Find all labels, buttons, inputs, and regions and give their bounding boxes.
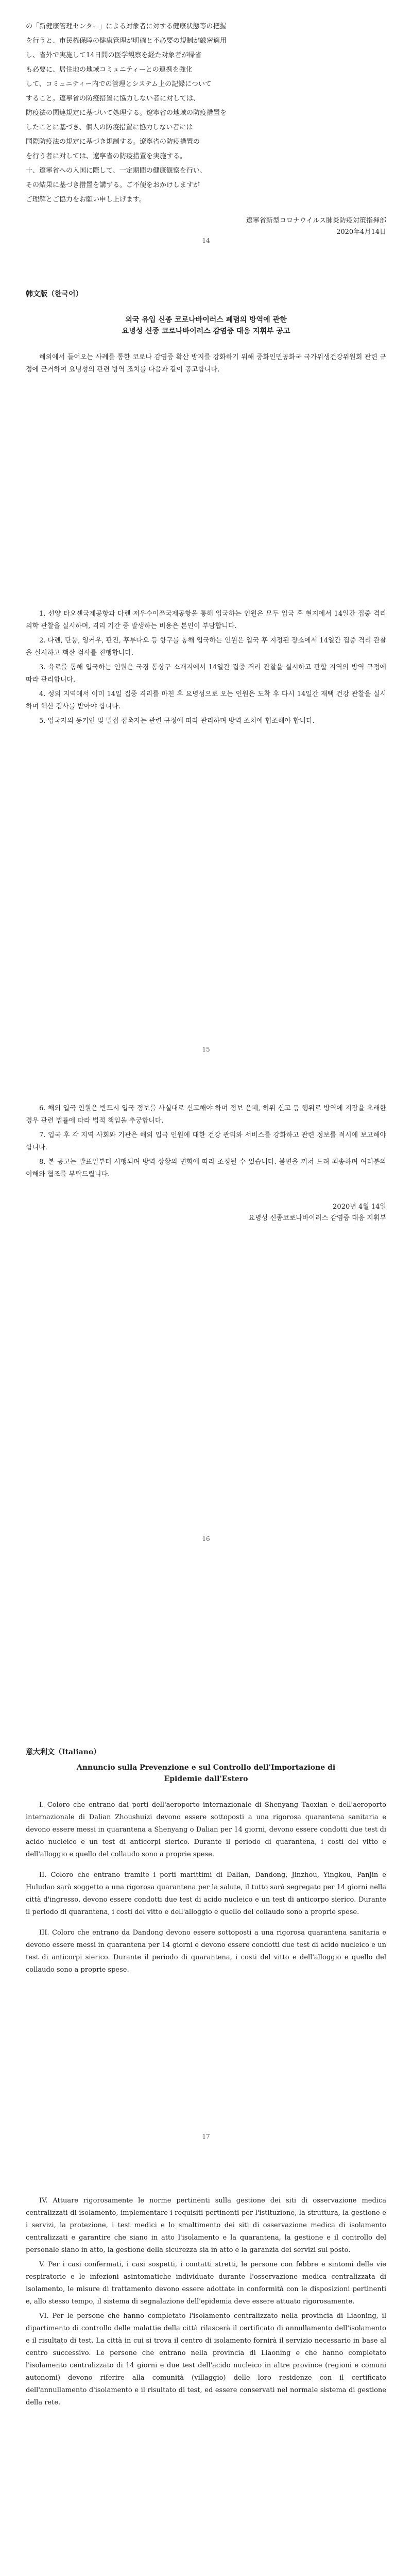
japanese-line: 防疫法の関連規定に基づいて処理する。遼寧省の地域の防疫措置を bbox=[26, 109, 227, 117]
korean-heading: 韩文版（한국어） bbox=[26, 290, 83, 298]
japanese-line: も必要に、居住地の地域コミュニティーとの連携を強化 bbox=[26, 66, 193, 74]
italian-para-3: III. Coloro che entrano da Dandong devono essere sottoposti a una rigorosa quarantena sanitaria e devono essere messi in quarantena per 14 giorni e devono essere condotti due test di acido nucleico e un test di anticorpi sierico. Durante il periodo di quarantena, i costi del vitto e dell'alloggio e quello del collaudo sono a proprie spese. bbox=[26, 1929, 386, 1974]
korean-item-5: 5. 입국자의 동거인 및 밀접 접촉자는 관련 규정에 따라 관리하며 방역 조치에 협조해야 합니다. bbox=[39, 717, 315, 725]
japanese-line: の「新健康管理センター」による対象者に対する健康状態等の把握 bbox=[26, 23, 227, 30]
korean-item-3: 3. 육로를 통해 입국하는 인원은 국경 통상구 소재지에서 14일간 집중 격리 관찰을 실시하고 관할 지역의 방역 규정에 따라 관리합니다. bbox=[26, 664, 386, 684]
japanese-line: を行うと、市民権保障の健康管理が明確と不必要の規制が厳密適用 bbox=[26, 37, 227, 45]
page-number: 16 bbox=[202, 1535, 210, 1543]
korean-title-line2: 요녕성 신종 코로나바이러스 감염증 대응 지휘부 공고 bbox=[122, 327, 290, 335]
japanese-section bbox=[26, 21, 386, 238]
korean-intro: 해외에서 들어오는 사례를 통한 코로나 감염증 확산 방지를 강화하기 위해 중화인민공화국 국가위생건강위원회 관련 규정에 근거하여 요녕성의 관련 방역 조치를 다음과 같이 공고합니다. bbox=[26, 353, 386, 374]
japanese-body bbox=[26, 21, 386, 206]
korean-date: 2020년 4월 14일 bbox=[333, 1203, 386, 1211]
korean-item-1: 1. 선양 타오셴국제공항과 다롄 저우수이쯔국제공항을 통해 입국하는 인원은 모두 입국 후 현지에서 14일간 집중 격리 의학 관찰을 실시하며, 격리 기간 중 발생하는 비용은 본인이 부담합니다. bbox=[26, 610, 386, 630]
japanese-closing: 遼寧省新型コロナウイルス肺炎防疫対策指揮部 bbox=[246, 217, 386, 225]
italian-para-4: IV. Attuare rigorosamente le norme pertinenti sulla gestione dei siti di osservazione medica centralizzati di isolamento, implementare i requisiti pertinenti per l'istituzione, la struttura, la gestione e i servizi, la protezione, i test medici e lo smaltimento dei siti di osservazione medica di isolamento centralizzati e garantire che siano in atto l'isolamento e la quarantena, la gestione e il controllo del personale siano in atto, la gestione della sicurezza sia in atto e la garanzia dei servizi sul posto. bbox=[26, 2197, 386, 2254]
korean-item-4: 4. 성외 지역에서 이미 14일 집중 격리를 마친 후 요녕성으로 오는 인원은 도착 후 다시 14일간 재택 건강 관찰을 실시하며 핵산 검사를 받아야 합니다. bbox=[26, 690, 386, 710]
page-number: 14 bbox=[202, 237, 210, 244]
italian-para-2: II. Coloro che entrano tramite i porti marittimi di Dalian, Dandong, Jinzhou, Yingkou, Panjin e Huludao sarà soggetto a una rigorosa quarantena per la salute, il tutto sarà segregato per 14 giorni nella città d'ingresso, devono essere condotti due test di acido nucleico e un test di anticorpo sierico. Durante il periodo di quarantena, i costi del vitto e dell'alloggio e quello del collaudo sono a proprie spese. bbox=[26, 1871, 386, 1916]
italian-title-line2: Epidemie dall'Estero bbox=[164, 1775, 248, 1783]
page-number: 15 bbox=[202, 1046, 210, 1053]
italian-heading: 意大利文（Italiano） bbox=[26, 1748, 101, 1756]
japanese-line: を行う者に対しては、遼寧省の防疫措置を実施する。 bbox=[26, 152, 187, 160]
japanese-line: したことに基づき、個人の防疫措置に協力しない者には bbox=[26, 124, 193, 131]
japanese-line: 十、遼寧省への入国に際して、一定期間の健康観察を行い、 bbox=[26, 167, 207, 175]
japanese-line: して、コミュニティー内での管理とシステム上の記録について bbox=[26, 80, 212, 88]
korean-items bbox=[26, 608, 386, 730]
italian-para-6: VI. Per le persone che hanno completato l'isolamento centralizzato nella provincia di Liaoning, il dipartimento di controllo delle malattie della città rilascerà il certificato di annullamento dell'isolamento e il risultato di test. La città in cui si trova il centro di isolamento fornirà il servizio necessario in base al centro successivo. Le persone che entrano nella provincia di Liaoning e che hanno completato l'isolamento centralizzato di 14 giorni e due test dell'acido nucleico in altre province (regioni e comuni autonomi) devono riferire alla comunità (villaggio) delle loro residenze con il certificato dell'annullamento d'isolamento e il risultato di test, ed essere conservati nel normale sistema di gestione della rete. bbox=[26, 2312, 386, 2406]
korean-item-6: 6. 해외 입국 인원은 반드시 입국 정보를 사실대로 신고해야 하며 정보 은폐, 허위 신고 등 행위로 방역에 지장을 초래한 경우 관련 법률에 따라 법적 책임을 추궁합니다. bbox=[26, 1105, 386, 1125]
japanese-line: その結果に基づき措置を講ずる。ご不便をおかけしますが bbox=[26, 181, 200, 189]
japanese-line: し、省外で実施して14日間の医学観察を経た対象者が帰省 bbox=[26, 52, 202, 59]
italian-para-5: V. Per i casi confermati, i casi sospetti, i contatti stretti, le persone con febbre e sintomi delle vie respiratorie e le infezioni asintomatiche individuate durante l'osservazione medica centralizzata di isolamento, le misure di trattamento devono essere adottate in conformità con le disposizioni pertinenti e, allo stesso tempo, il sistema di segnalazione dell'epidemia deve essere attuato rigorosamente. bbox=[26, 2261, 386, 2306]
italian-section bbox=[26, 1747, 386, 1978]
korean-item-2: 2. 다롄, 단둥, 잉커우, 판진, 후루다오 등 항구를 통해 입국하는 인원은 입국 후 지정된 장소에서 14일간 집중 격리 관찰을 실시하고 핵산 검사를 진행합니다. bbox=[26, 637, 386, 657]
italian-section-continued bbox=[26, 2195, 386, 2411]
korean-item-8: 8. 본 공고는 발표일부터 시행되며 방역 상황의 변화에 따라 조정될 수 있습니다. 불편을 끼쳐 드려 죄송하며 여러분의 이해와 협조를 부탁드립니다. bbox=[26, 1158, 386, 1178]
korean-signer: 요녕성 신종코로나바이러스 감염증 대응 지휘부 bbox=[248, 1214, 386, 1222]
korean-items-continued bbox=[26, 1103, 386, 1224]
page-number: 17 bbox=[202, 2133, 210, 2140]
japanese-line: すること。遼寧省の防疫措置に協力しない者に対しては、 bbox=[26, 95, 200, 103]
korean-item-7: 7. 입국 후 각 지역 사회와 기관은 해외 입국 인원에 대한 건강 관리와 서비스를 강화하고 관련 정보를 적시에 보고해야 합니다. bbox=[26, 1131, 386, 1151]
italian-title-line1: Annuncio sulla Prevenzione e sul Controllo dell'Importazione di bbox=[76, 1764, 336, 1772]
japanese-date: 2020年4月14日 bbox=[336, 228, 386, 236]
italian-para-1: I. Coloro che entrano dai porti dell'aeroporto internazionale di Shenyang Taoxian e dell'aeroporto internazionale di Dalian Zhoushuizi devono essere sottoposti a una rigorosa quarantena sanitaria e devono essere messi in quarantena a Shenyang o Dalian per 14 giorni, devono essere condotti due test di acido nucleico e un test di anticorpi sierico. Durante il periodo di quarantena, i costi del vitto e dell'alloggio e quello del collaudo sono a proprie spese. bbox=[26, 1801, 386, 1858]
korean-title-line1: 외국 유입 신종 코로나바이러스 폐렴의 방역에 관한 bbox=[125, 316, 287, 324]
korean-section bbox=[26, 289, 386, 378]
japanese-line: 国際防疫法の規定に基づき規制する。遼寧省の防疫措置の bbox=[26, 138, 200, 146]
japanese-line: ご理解とご協力をお願い申し上げます。 bbox=[26, 196, 146, 204]
